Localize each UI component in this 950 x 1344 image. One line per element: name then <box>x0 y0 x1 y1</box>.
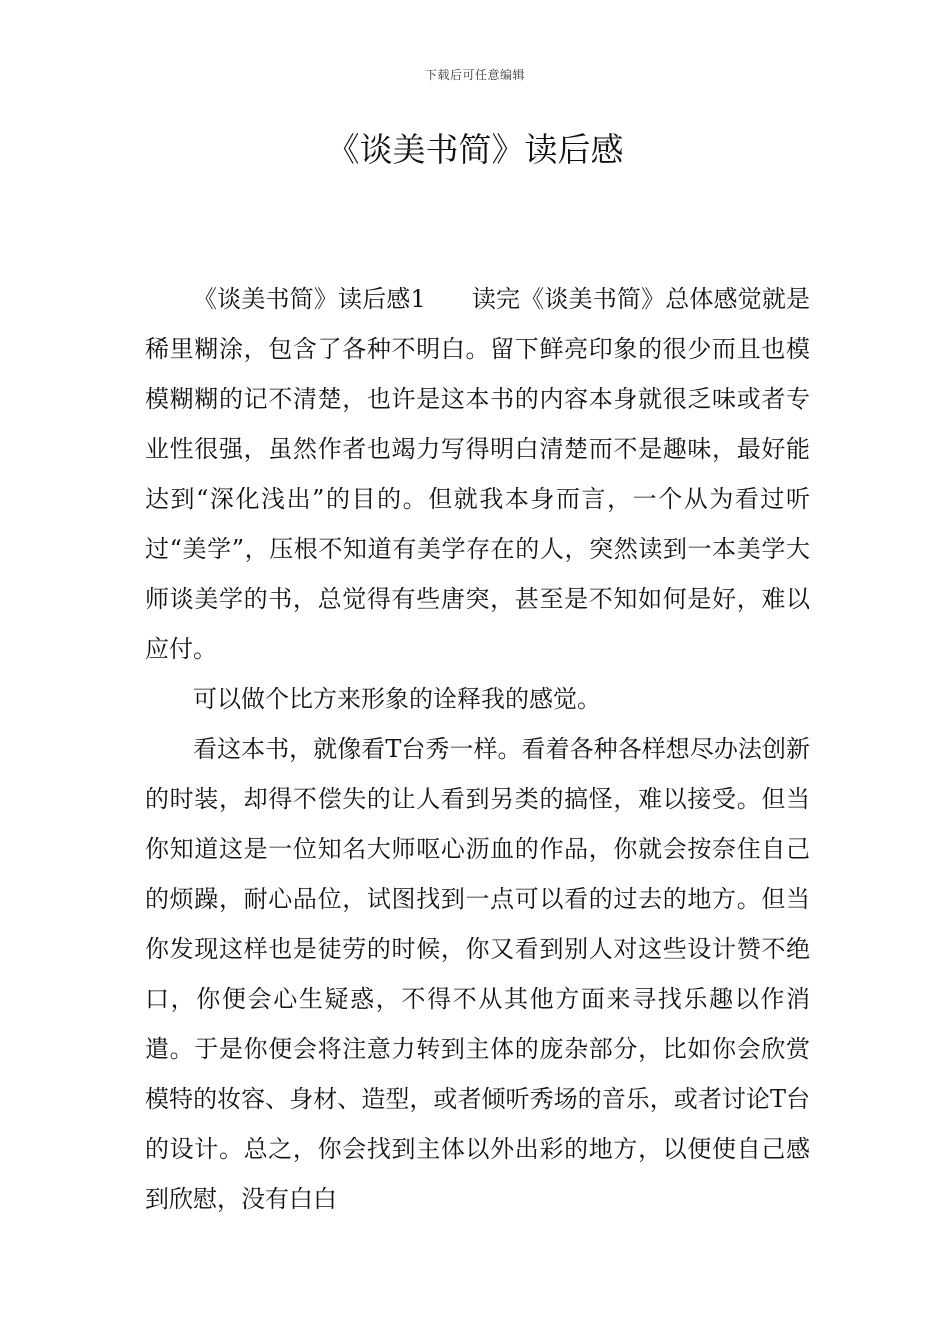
page-header: 下载后可任意编辑 <box>424 68 525 82</box>
document-title: 《谈美书简》读后感 <box>326 130 624 169</box>
essay-heading: 《谈美书简》读后感1 <box>193 285 426 313</box>
paragraph-1 <box>145 274 810 674</box>
paragraph-2: 可以做个比方来形象的诠释我的感觉。 <box>193 685 601 713</box>
paragraph-1-text: 读完《谈美书简》总体感觉就是稀里糊涂，包含了各种不明白。留下鲜亮印象的很少而且也模模糊糊的记不清楚，也许是这本书的内容本身就很乏味或者专业性很强，虽然作者也竭力写得明白清楚而不是趣味，最好能达到“深化浅出”的目的。但就我本身而言，一个从为看过听过“美学”，压根不知道有美学存在的人，突然读到一本美学大师谈美学的书，总觉得有些唐突，甚至是不知如何是好，难以应付。 <box>145 285 810 663</box>
document-body <box>145 274 810 1224</box>
paragraph-3: 看这本书，就像看T台秀一样。看着各种各样想尽办法创新的时装，却得不偿失的让人看到另类的搞怪，难以接受。但当你知道这是一位知名大师呕心沥血的作品，你就会按奈住自己的烦躁，耐心品位，试图找到一点可以看的过去的地方。但当你发现这样也是徒劳的时候，你又看到别人对这些设计赞不绝口，你便会心生疑惑，不得不从其他方面来寻找乐趣以作消遣。于是你便会将注意力转到主体的庞杂部分，比如你会欣赏模特的妆容、身材、造型，或者倾听秀场的音乐，或者讨论T台的设计。总之，你会找到主体以外出彩的地方，以便使自己感到欣慰，没有白白 <box>145 735 810 1213</box>
